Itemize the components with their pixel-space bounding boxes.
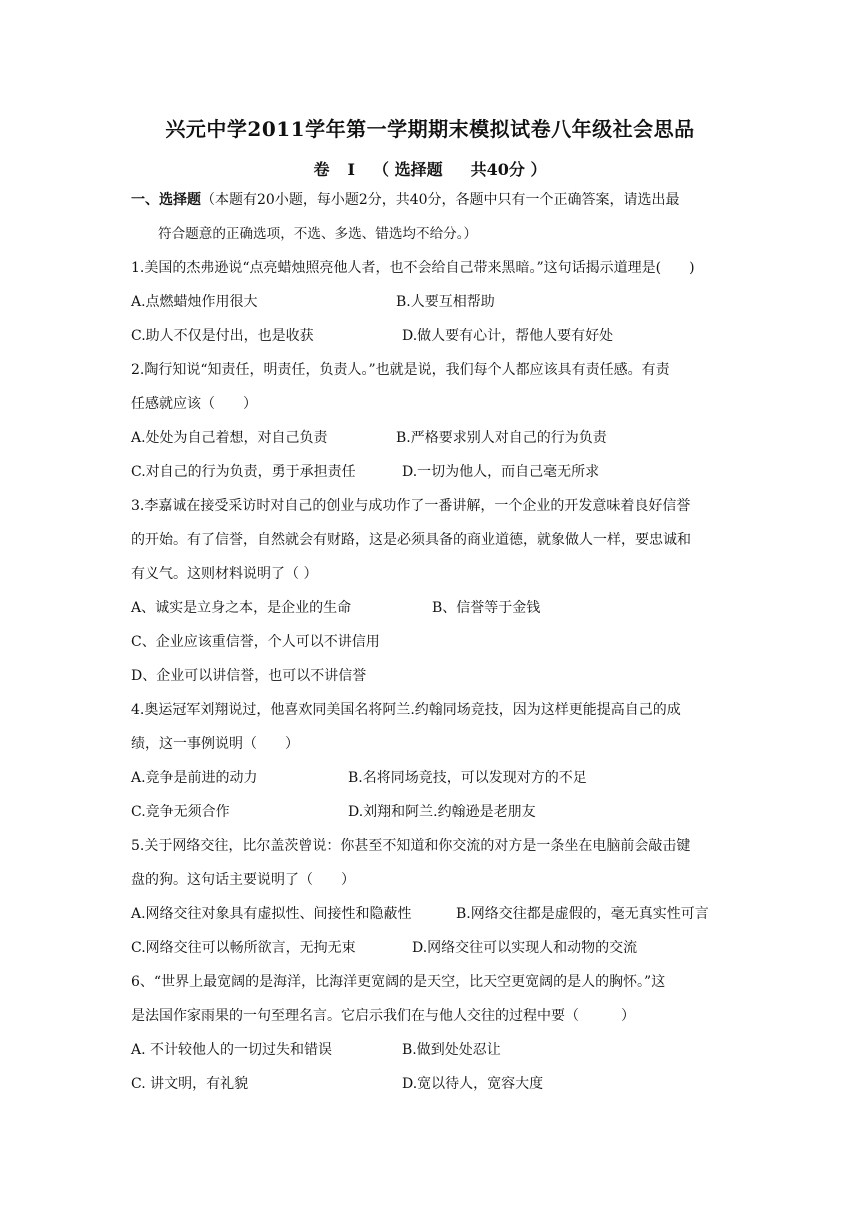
question-5-option-b: B.网络交往都是虚假的，毫无真实性可言 (456, 906, 709, 922)
question-6-option-a: A. 不计较他人的一切过失和错误 (131, 1042, 333, 1058)
question-6-option-c: C. 讲文明，有礼貌 (131, 1076, 249, 1092)
question-4-option-a: A.竞争是前进的动力 (131, 770, 258, 786)
instructions-line1: （本题有20小题，每小题2分，共40分，各题中只有一个正确答案，请选出最 (201, 192, 680, 208)
question-4-stem-line1: 4.奥运冠军刘翔说过，他喜欢同美国名将阿兰.约翰同场竞技，因为这样更能提高自己的成 (131, 702, 681, 718)
question-2-stem-line2: 任感就应该（ ） (131, 396, 257, 412)
question-3-option-d: D、企业可以讲信誉，也可以不讲信誉 (131, 668, 367, 684)
question-4-stem-line2: 绩，这一事例说明（ ） (131, 736, 299, 752)
question-5-stem-line2: 盘的狗。这句话主要说明了（ ） (131, 872, 355, 888)
question-1-stem: 1.美国的杰弗逊说“点亮蜡烛照亮他人者，也不会给自己带来黑暗。”这句话揭示道理是( ) (131, 260, 695, 276)
question-3-option-b: B、信誉等于金钱 (432, 600, 541, 616)
question-2-option-d: D.一切为他人，而自己毫无所求 (402, 464, 600, 480)
instructions-line2: 符合题意的正确选项，不选、多选、错选均不给分。） (158, 226, 478, 242)
exam-title: 兴元中学2011学年第一学期期末模拟试卷八年级社会思品 (165, 117, 695, 141)
question-5-option-d: D.网络交往可以实现人和动物的交流 (412, 940, 638, 956)
question-3-stem-line2: 的开始。有了信誉，自然就会有财路，这是必须具备的商业道德，就象做人一样，要忠诚和 (131, 532, 691, 548)
question-4-option-b: B.名将同场竞技，可以发现对方的不足 (348, 770, 587, 786)
question-5-option-a: A.网络交往对象具有虚拟性、间接性和隐蔽性 (131, 906, 412, 922)
question-2-option-b: B.严格要求别人对自己的行为负责 (396, 430, 607, 446)
question-1-option-c: C.助人不仅是付出，也是收获 (131, 328, 314, 344)
question-3-stem-line3: 有义气。这则材料说明了（ ） (131, 566, 318, 582)
subtitle-type: （ 选择题 (373, 160, 443, 179)
question-1-option-d: D.做人要有心计，帮他人要有好处 (402, 328, 614, 344)
question-5-option-c: C.网络交往可以畅所欲言，无拘无束 (131, 940, 356, 956)
question-3-option-c: C、企业应该重信誉，个人可以不讲信用 (131, 634, 380, 650)
question-4-option-d: D.刘翔和阿兰.约翰逊是老朋友 (348, 804, 536, 820)
question-2-option-a: A.处处为自己着想，对自己负责 (131, 430, 328, 446)
subtitle-volume: 卷 (313, 160, 330, 179)
section-instructions (131, 190, 731, 210)
question-6-stem-line2: 是法国作家雨果的一句至理名言。它启示我们在与他人交往的过程中要（ ） (131, 1008, 635, 1024)
section-heading: 一、选择题 (131, 192, 201, 208)
subtitle-roman: Ⅰ (347, 160, 356, 179)
question-2-stem-line1: 2.陶行知说“知责任，明责任，负责人。”也就是说，我们每个人都应该具有责任感。有责 (131, 362, 670, 378)
question-1-option-b: B.人要互相帮助 (396, 294, 495, 310)
question-2-option-c: C.对自己的行为负责，勇于承担责任 (131, 464, 356, 480)
subtitle-points: 共40分 ） (470, 160, 547, 179)
question-3-option-a: A、诚实是立身之本，是企业的生命 (131, 600, 352, 616)
question-5-stem-line1: 5.关于网络交往，比尔盖茨曾说：你甚至不知道和你交流的对方是一条坐在电脑前会敲击键 (131, 838, 691, 854)
question-6-option-d: D.宽以待人，宽容大度 (402, 1076, 544, 1092)
section-subtitle (0, 157, 860, 180)
question-4-option-c: C.竞争无须合作 (131, 804, 230, 820)
question-1-option-a: A.点燃蜡烛作用很大 (131, 294, 258, 310)
question-3-stem-line1: 3.李嘉诚在接受采访时对自己的创业与成功作了一番讲解，一个企业的开发意味着良好信誉 (131, 498, 691, 514)
question-6-stem-line1: 6、“世界上最宽阔的是海洋，比海洋更宽阔的是天空，比天空更宽阔的是人的胸怀。”这 (131, 974, 666, 990)
question-6-option-b: B.做到处处忍让 (402, 1042, 501, 1058)
